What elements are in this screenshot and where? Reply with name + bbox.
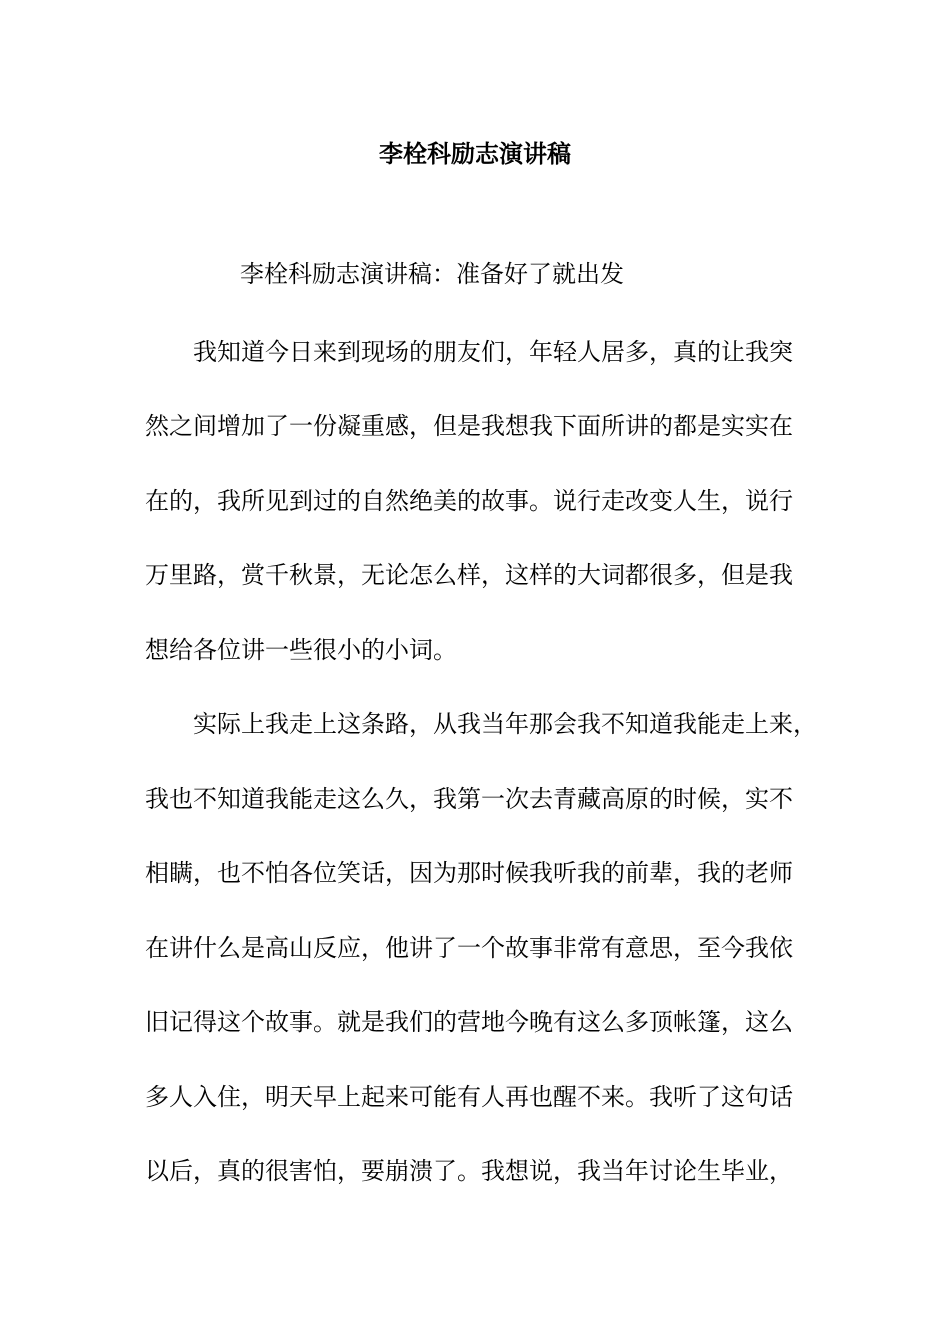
paragraph-line: 想给各位讲一些很小的小词。 <box>145 636 457 664</box>
paragraph-line: 万里路，赏千秋景，无论怎么样，这样的大词都很多，但是我 <box>145 561 793 589</box>
paragraph-line: 相瞒，也不怕各位笑话，因为那时候我听我的前辈，我的老师 <box>145 859 793 887</box>
paragraph-line: 在的，我所见到过的自然绝美的故事。说行走改变人生，说行 <box>145 487 793 515</box>
paragraph-line: 旧记得这个故事。就是我们的营地今晚有这么多顶帐篷，这么 <box>145 1008 793 1036</box>
paragraph-line: 我知道今日来到现场的朋友们，年轻人居多，真的让我突 <box>193 338 793 366</box>
paragraph-line: 然之间增加了一份凝重感，但是我想我下面所讲的都是实实在 <box>145 412 793 440</box>
paragraph-line: 多人入住，明天早上起来可能有人再也醒不来。我听了这句话 <box>145 1083 793 1111</box>
paragraph-line: 在讲什么是高山反应，他讲了一个故事非常有意思，至今我依 <box>145 934 793 962</box>
paragraph-line: 以后，真的很害怕，要崩溃了。我想说，我当年讨论生毕业， <box>145 1157 793 1185</box>
document-title: 李栓科励志演讲稿 <box>379 139 571 168</box>
paragraph-line: 我也不知道我能走这么久，我第一次去青藏高原的时候，实不 <box>145 785 793 813</box>
paragraph-line: 实际上我走上这条路，从我当年那会我不知道我能走上来， <box>193 710 817 738</box>
document-subtitle: 李栓科励志演讲稿：准备好了就出发 <box>240 260 624 288</box>
